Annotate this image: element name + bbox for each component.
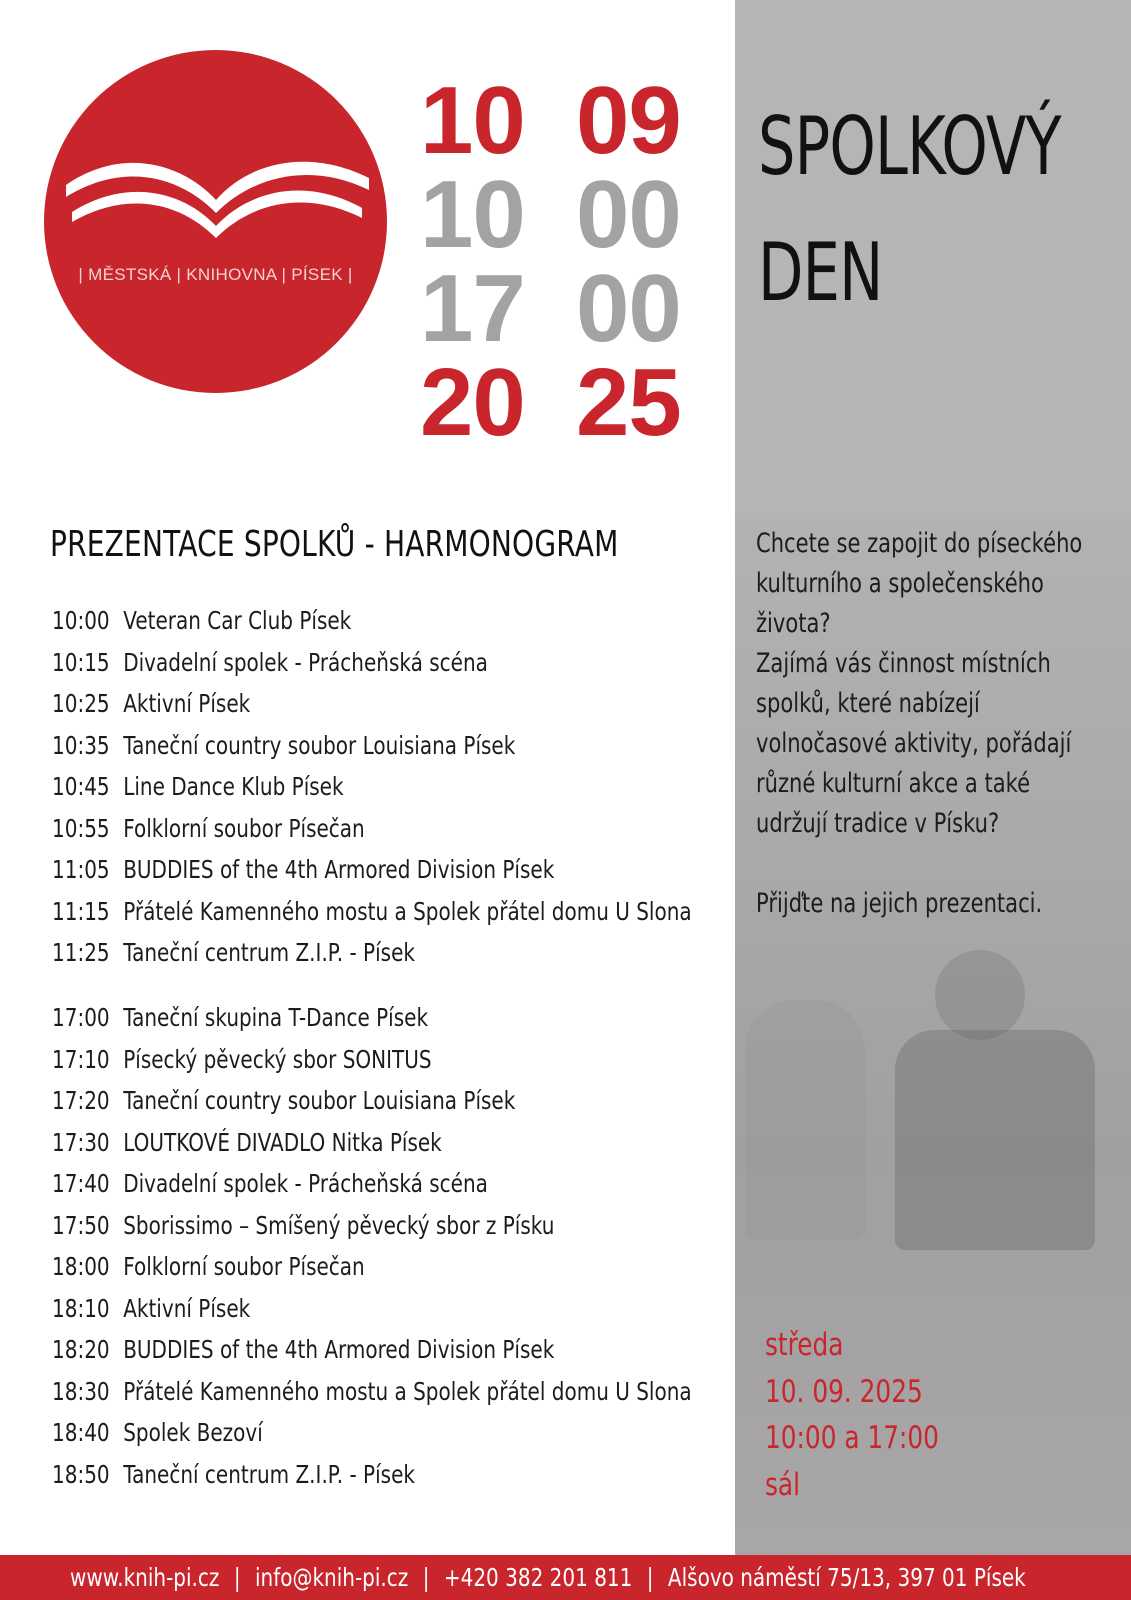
logo-text: | MĚSTSKÁ | KNIHOVNA | PÍSEK | [78, 265, 353, 284]
schedule-club: Přátelé Kamenného mostu a Spolek přátel domu U Slona [123, 1376, 692, 1406]
date-number: 20 [420, 349, 525, 456]
schedule-time: 17:20 [52, 1086, 110, 1115]
schedule-time: 18:30 [52, 1376, 110, 1406]
schedule-row [52, 1045, 580, 1087]
schedule-club: Aktivní Písek [123, 689, 251, 718]
schedule-club: BUDDIES of the 4th Armored Division Písek [123, 855, 555, 884]
schedule-club: Line Dance Klub Písek [123, 772, 344, 801]
headline-line: SPOLKOVÝ [758, 100, 1061, 193]
intro-line: volnočasové aktivity, pořádají [756, 728, 1072, 759]
date-number: 25 [576, 349, 681, 456]
background-photo [735, 940, 1131, 1300]
schedule-time: 17:10 [52, 1044, 110, 1074]
footer-web-link[interactable]: www.knih-pi.cz [70, 1563, 220, 1592]
schedule-row [52, 1252, 580, 1294]
date-number: 10 [420, 161, 525, 268]
schedule-time: 18:10 [52, 1293, 110, 1323]
intro-line: kulturního a společenského [756, 568, 1044, 599]
date-number: 00 [576, 255, 681, 362]
schedule-time: 10:55 [52, 813, 110, 843]
intro-line: různé kulturní akce a také [756, 768, 1031, 799]
schedule-row [52, 814, 580, 856]
headline-line: DEN [758, 226, 883, 319]
event-place: sál [765, 1466, 801, 1503]
footer [0, 1555, 1131, 1600]
schedule-row [52, 1376, 692, 1419]
schedule-row [52, 1128, 580, 1170]
schedule-row [52, 855, 580, 897]
date-row [420, 67, 720, 174]
date-row [420, 349, 720, 456]
schedule-row [52, 689, 580, 731]
schedule-club: BUDDIES of the 4th Armored Division Písek [123, 1335, 555, 1364]
event-info [765, 1322, 939, 1508]
schedule-time: 17:00 [52, 1003, 110, 1032]
date-number: 09 [576, 67, 681, 174]
schedule-row [52, 1335, 580, 1377]
schedule-club: Spolek Bezoví [123, 1418, 263, 1447]
event-time: 10:00 a 17:00 [765, 1420, 939, 1456]
intro-line: života? [756, 608, 831, 639]
schedule-time: 17:50 [52, 1210, 110, 1240]
schedule-time: 10:35 [52, 730, 110, 760]
footer-separator: | [233, 1563, 241, 1592]
footer-address: Alšovo náměstí 75/13, 397 01 Písek [667, 1563, 1026, 1592]
schedule-row [52, 938, 580, 980]
intro-line: udržují tradice v Písku? [756, 808, 1000, 839]
schedule-club: Písecký pěvecký sbor SONITUS [123, 1044, 432, 1074]
footer-separator: | [422, 1563, 430, 1592]
date-block [420, 67, 720, 456]
schedule-time: 18:00 [52, 1252, 110, 1281]
footer-email-link[interactable]: info@knih-pi.cz [254, 1563, 409, 1592]
schedule-club: Taneční skupina T-Dance Písek [123, 1003, 429, 1032]
schedule-club: Taneční centrum Z.I.P. - Písek [123, 938, 415, 967]
schedule-row [52, 648, 580, 690]
schedule-time: 18:20 [52, 1335, 110, 1364]
schedule-time: 10:25 [52, 689, 110, 718]
schedule-row [52, 1418, 580, 1460]
date-number: 10 [420, 67, 525, 174]
footer-separator: | [646, 1563, 654, 1592]
open-book-icon [44, 50, 387, 393]
date-row [420, 161, 720, 268]
schedule-row [52, 896, 692, 939]
schedule-row [52, 1294, 580, 1336]
schedule-time: 10:00 [52, 606, 110, 635]
footer-contacts [70, 1563, 1026, 1592]
event-date: 10. 09. 2025 [765, 1373, 923, 1410]
schedule-time: 18:50 [52, 1459, 110, 1489]
schedule-club: Přátelé Kamenného mostu a Spolek přátel domu U Slona [123, 896, 692, 926]
schedule-club: Taneční centrum Z.I.P. - Písek [123, 1459, 415, 1489]
schedule-evening [52, 1003, 712, 1501]
schedule-club: Divadelní spolek - Prácheňská scéna [123, 1169, 488, 1198]
schedule-row [52, 1460, 580, 1502]
schedule-morning [52, 606, 712, 980]
schedule-time: 17:30 [52, 1127, 110, 1157]
schedule-time: 11:05 [52, 855, 110, 884]
schedule-club: Taneční country soubor Louisiana Písek [123, 730, 516, 760]
schedule-club: Aktivní Písek [123, 1293, 251, 1323]
schedule-time: 17:40 [52, 1169, 110, 1198]
library-logo [44, 50, 387, 393]
intro-line: Zajímá vás činnost místních [756, 648, 1051, 679]
schedule-club: Folklorní soubor Písečan [123, 1252, 365, 1281]
schedule-club: Divadelní spolek - Prácheňská scéna [123, 647, 488, 677]
date-number: 00 [576, 161, 681, 268]
schedule-club: LOUTKOVÉ DIVADLO Nitka Písek [123, 1127, 442, 1157]
schedule-time: 10:15 [52, 647, 110, 677]
event-day: středa [765, 1327, 844, 1363]
schedule-row [52, 1169, 580, 1211]
schedule-club: Sborissimo – Smíšený pěvecký sbor z Písku [123, 1210, 555, 1240]
schedule-club: Folklorní soubor Písečan [123, 813, 365, 843]
schedule-row [52, 1086, 580, 1128]
footer-phone: +420 382 201 811 [443, 1563, 633, 1592]
schedule-row [52, 1211, 580, 1253]
intro-line: Chcete se zapojit do píseckého [756, 528, 1083, 559]
schedule-title: PREZENTACE SPOLKŮ - HARMONOGRAM [50, 524, 619, 565]
schedule-row [52, 1003, 580, 1045]
schedule-time: 11:15 [52, 896, 110, 926]
schedule-club: Taneční country soubor Louisiana Písek [123, 1086, 516, 1115]
schedule-club: Veteran Car Club Písek [123, 606, 352, 635]
intro-line: spolků, které nabízejí [756, 688, 980, 719]
intro-line: Přijďte na jejich prezentaci. [756, 888, 1043, 919]
schedule-row [52, 772, 580, 814]
intro-text [756, 524, 1107, 924]
schedule-time: 18:40 [52, 1418, 110, 1447]
schedule-row [52, 606, 580, 648]
headline [758, 84, 1061, 336]
schedule-time: 11:25 [52, 938, 110, 967]
date-number: 17 [420, 255, 525, 362]
date-row [420, 255, 720, 362]
schedule-row [52, 731, 580, 773]
schedule-time: 10:45 [52, 772, 110, 801]
